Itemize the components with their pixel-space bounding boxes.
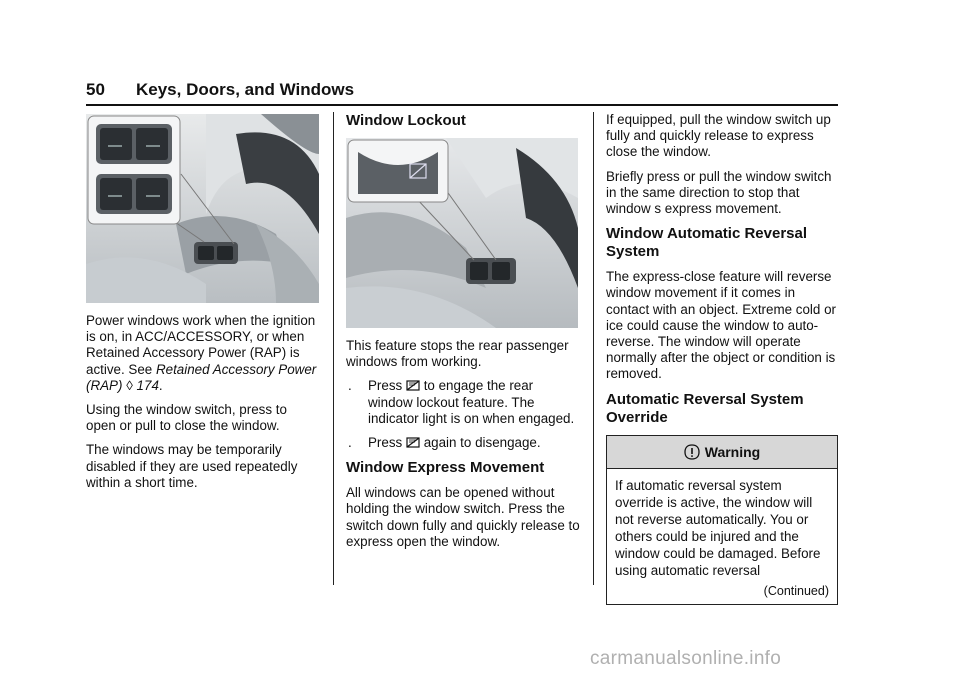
bullet-dot: . xyxy=(348,435,352,451)
continued-label: (Continued) xyxy=(763,583,829,598)
bullet-list xyxy=(346,378,580,451)
window-switch-illustration xyxy=(86,114,319,303)
paragraph: All windows can be opened without holding the window switch. Press the switch down fully and quickly release to express open the window. xyxy=(346,485,580,549)
heading-window-automatic-reversal: Window Automatic Reversal System xyxy=(606,225,808,261)
paragraph: The windows may be temporarily disabled if they are used repeatedly within a short time. xyxy=(86,442,298,490)
warning-title: Warning xyxy=(704,443,761,460)
paragraph: This feature stops the rear passenger windows from working. xyxy=(346,338,569,370)
list-item: . Press to engage the rear window lockout feature. The indicator light is on when engaged. xyxy=(348,378,575,426)
warning-header xyxy=(607,436,837,469)
page-ref-number[interactable]: 174 xyxy=(136,377,159,393)
page-ref-icon: ◊ xyxy=(126,377,133,393)
paragraph: Using the window switch, press to open or pull to close the window. xyxy=(86,402,287,434)
column-left xyxy=(86,112,320,499)
rap-reference-link[interactable]: Retained Accessory Power (RAP) xyxy=(86,361,317,393)
door-panel-image xyxy=(86,114,319,303)
window-lockout-icon xyxy=(406,435,420,449)
lockout-switch-illustration xyxy=(346,138,578,328)
watermark: carmanualsonline.info xyxy=(590,648,782,669)
list-item: . Press again to disengage. xyxy=(348,435,541,451)
warning-text: If automatic reversal system override is active, the window will not reverse automatically. You or others could be injured and the window could be damaged. Before using automatic reversal xyxy=(615,477,821,578)
column-divider xyxy=(593,112,594,585)
warning-body xyxy=(607,469,837,604)
bullet-dot: . xyxy=(348,378,352,394)
heading-window-lockout: Window Lockout xyxy=(346,112,466,129)
page-number: 50 xyxy=(86,80,105,99)
heading-window-express-movement: Window Express Movement xyxy=(346,459,545,477)
paragraph: Briefly press or pull the window switch in the same direction to stop that window s express movement. xyxy=(606,168,832,217)
heading-reversal-override: Automatic Reversal System Override xyxy=(606,390,804,426)
paragraph: If equipped, pull the window switch up fully and quickly release to express close the window. xyxy=(606,112,831,160)
warning-box xyxy=(606,435,838,605)
header-rule xyxy=(86,104,838,106)
page-header xyxy=(86,80,838,106)
section-title: Keys, Doors, and Windows xyxy=(136,80,355,99)
paragraph: The express-close feature will reverse window movement if it comes in contact with an object. Extreme cold or ice could cause the window to auto-reverse. The window will operate normally after the object or condition is removed. xyxy=(606,269,836,382)
column-right xyxy=(606,112,838,605)
column-divider xyxy=(333,112,334,585)
paragraph: Power windows work when the ignition is on, in ACC/ACCESSORY, or when Retained Accessory Power (RAP) is active. See Retained Accessory Power (RAP) ◊ 174. xyxy=(86,313,317,393)
door-panel-image xyxy=(346,138,578,328)
column-middle xyxy=(346,112,580,558)
warning-icon xyxy=(684,444,700,460)
window-lockout-icon xyxy=(406,378,420,392)
